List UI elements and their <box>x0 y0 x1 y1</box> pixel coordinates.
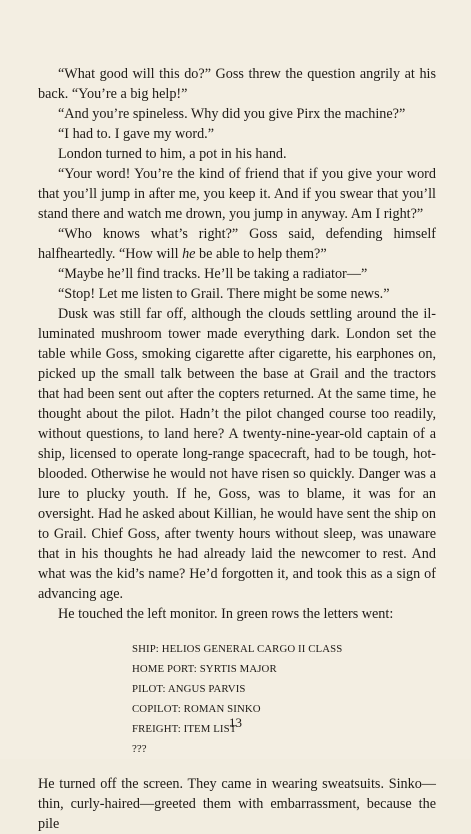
monitor-line: FREIGHT: ITEM LIST <box>132 723 237 735</box>
monitor-line: HOME PORT: SYRTIS MAJOR <box>132 663 277 675</box>
paragraph-text: be able to help them?” <box>199 246 327 262</box>
paragraph-text: “Who knows what’s right?” Goss said, defending himself halfheartedly. “How will <box>38 226 436 262</box>
paragraph: Dusk was still far off, although the clouds settling around the illuminated mushroom tower made everything dark. London set the table while Goss, smoking cigarette after cigarette, his earphones on, picked up the small talk between the base at Grail and the tractors that had been sent out after the copters returned. At the same time, he thought about the pilot. Hadn’t the pilot changed course too readily, without questions, to land here? A twenty-nine-year-old captain of a ship, licensed to operate long-range spacecraft, had to be tough, hot-blooded. Otherwise he would not have risen so quickly. Danger was a lure to plucky youth. If he, Goss, was to blame, it was for an oversight. Had he asked about Killian, he would have sent the ship on to Grail. Chief Goss, after twenty hours without sleep, was unaware that in his thoughts he had already laid the newcomer to rest. And what was the kid’s name? He’d forgotten it, and took this as a sign of advancing age. <box>38 306 436 602</box>
paragraph: London turned to him, a pot in his hand. <box>58 146 287 162</box>
paragraph: “I had to. I gave my word.” <box>58 126 215 142</box>
paragraph: “What good will this do?” Goss threw the question angrily at his back. “You’re a big help!” <box>38 66 436 102</box>
paragraph: “And you’re spineless. Why did you give Pirx the machine?” <box>58 106 406 122</box>
monitor-line: ??? <box>132 743 147 755</box>
paragraph: He touched the left monitor. In green rows the letters went: <box>58 606 394 622</box>
paragraph: “Stop! Let me listen to Grail. There might be some news.” <box>58 286 390 302</box>
emphasis-text: he <box>182 246 196 262</box>
monitor-line: SHIP: HELIOS GENERAL CARGO II CLASS <box>132 643 343 655</box>
page-number: 13 <box>229 715 242 730</box>
monitor-readout <box>132 639 436 759</box>
paragraph: He turned off the screen. They came in wearing sweatsuits. Sinko— thin, curly-haired—greeted them with embarrassment, because the pile <box>38 776 436 832</box>
paragraph: “Your word! You’re the kind of friend that if you give your word that you’ll jump in after me, you keep it. And if you swear that you’ll stand there and watch me drown, you jump in anyway. Am I right?” <box>38 166 436 222</box>
monitor-line: PILOT: ANGUS PARVIS <box>132 683 246 695</box>
monitor-line: COPILOT: ROMAN SINKO <box>132 703 261 715</box>
paragraph <box>38 224 436 264</box>
paragraph: “Maybe he’ll find tracks. He’ll be taking a radiator—” <box>58 266 368 282</box>
